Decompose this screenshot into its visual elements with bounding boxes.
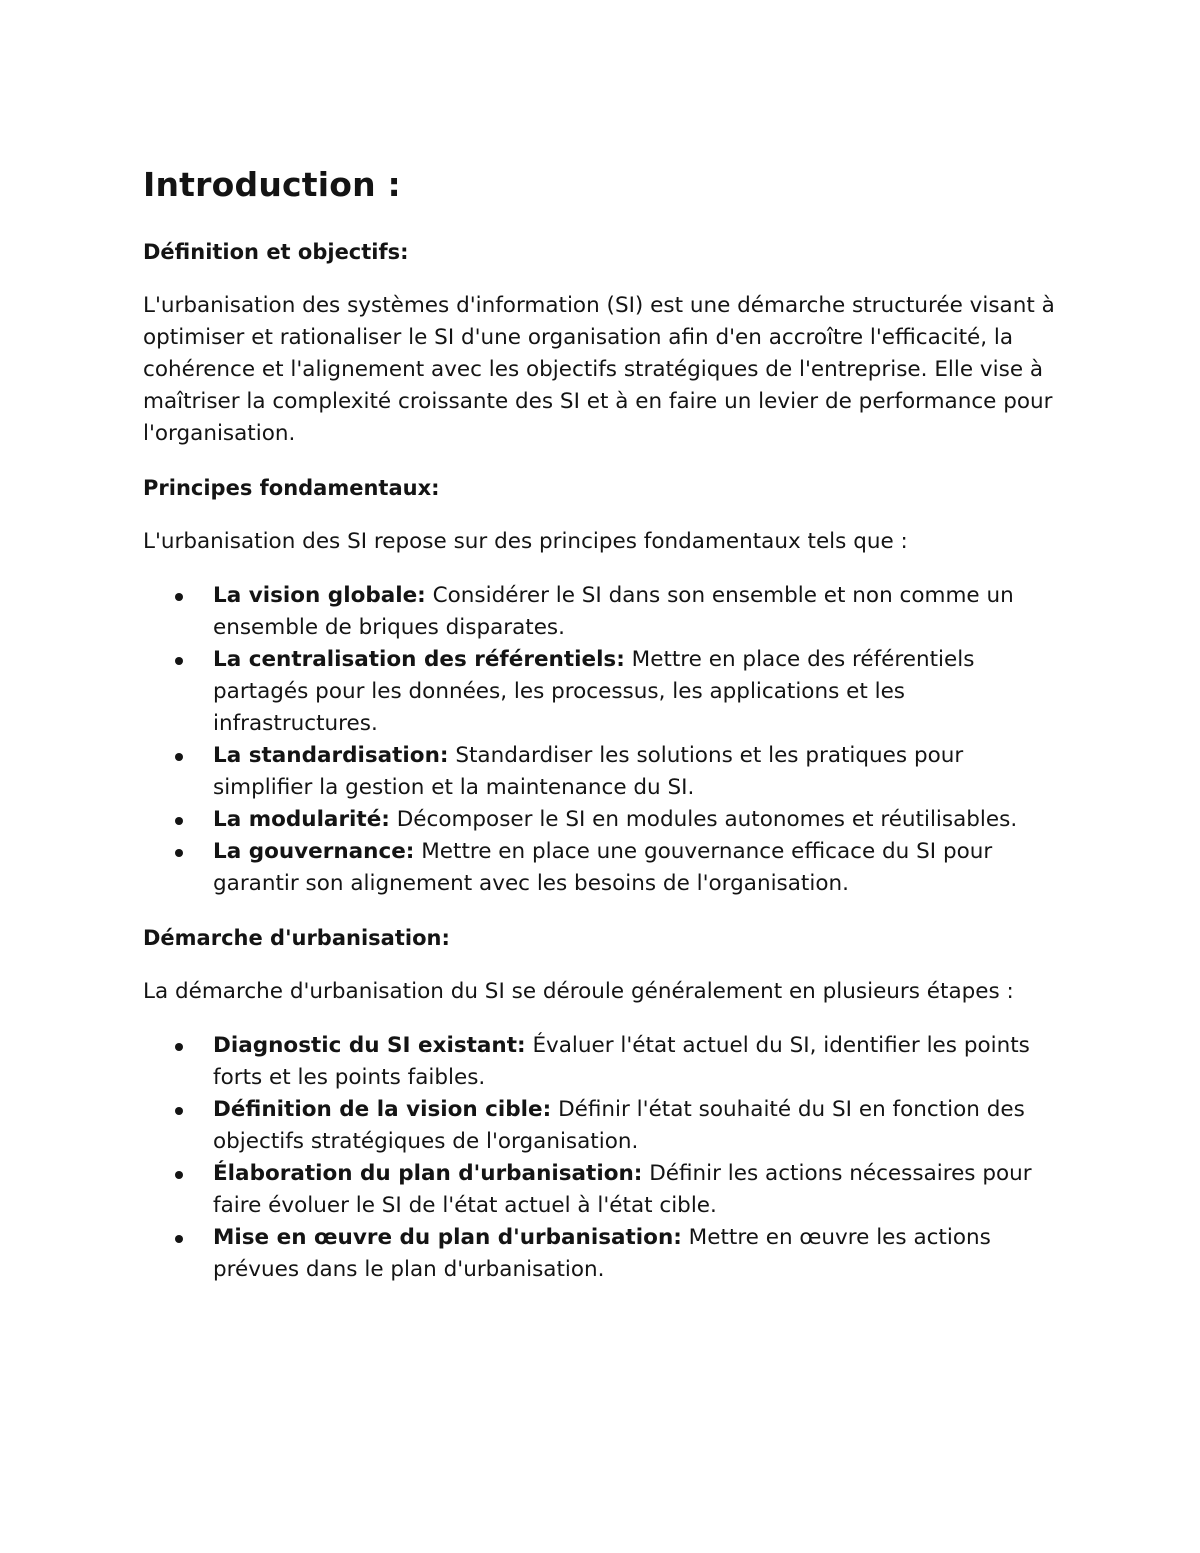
list-item-term: Élaboration du plan d'urbanisation: <box>213 1161 643 1186</box>
list-item-term: La modularité: <box>213 807 390 832</box>
page-title: Introduction : <box>143 165 401 204</box>
demarche-list <box>143 1030 1063 1286</box>
list-item-text: Définir l'état souhaité du SI en fonction des objectifs stratégiques de l'organisation. <box>213 1097 1025 1154</box>
bullet-icon <box>175 1107 183 1115</box>
list-item-term: Diagnostic du SI existant: <box>213 1033 526 1058</box>
list-item-text: Définir les actions nécessaires pour faire évoluer le SI de l'état actuel à l'état cible. <box>213 1161 1032 1218</box>
list-item-text: Mettre en place une gouvernance efficace du SI pour garantir son alignement avec les besoins de l'organisation. <box>213 839 993 896</box>
section-heading-demarche: Démarche d'urbanisation: <box>143 926 450 950</box>
demarche-intro: La démarche d'urbanisation du SI se déroule généralement en plusieurs étapes : <box>143 979 1014 1004</box>
list-item-term: Définition de la vision cible: <box>213 1097 552 1122</box>
bullet-icon <box>175 817 183 825</box>
definition-paragraph: L'urbanisation des systèmes d'information (SI) est une démarche structurée visant à optimiser et rationaliser le SI d'une organisation afin d'en accroître l'efficacité, la cohérence et l'alignement avec les objectifs stratégiques de l'entreprise. Elle vise à maîtriser la complexité croissante des SI et à en faire un levier de performance pour l'organisation. <box>143 293 1055 446</box>
bullet-icon <box>175 1235 183 1243</box>
list-item <box>143 580 1063 644</box>
list-item <box>143 1222 1063 1286</box>
principes-intro: L'urbanisation des SI repose sur des principes fondamentaux tels que : <box>143 529 908 554</box>
list-item <box>143 804 1063 836</box>
list-item-term: La vision globale: <box>213 583 426 608</box>
list-item <box>143 1030 1063 1094</box>
section-heading-definition: Définition et objectifs: <box>143 240 409 264</box>
list-item-text: Mettre en place des référentiels partagés pour les données, les processus, les applications et les infrastructures. <box>213 647 975 736</box>
bullet-icon <box>175 593 183 601</box>
list-item-text: Décomposer le SI en modules autonomes et réutilisables. <box>389 807 1018 832</box>
list-item <box>143 740 1063 804</box>
list-item <box>143 644 1063 740</box>
list-item-text: Standardiser les solutions et les pratiques pour simplifier la gestion et la maintenance du SI. <box>213 743 964 800</box>
bullet-icon <box>175 1171 183 1179</box>
section-heading-principes: Principes fondamentaux: <box>143 476 440 500</box>
list-item-text: Évaluer l'état actuel du SI, identifier les points forts et les points faibles. <box>213 1033 1030 1090</box>
principes-list <box>143 580 1063 900</box>
bullet-icon <box>175 849 183 857</box>
bullet-icon <box>175 657 183 665</box>
bullet-icon <box>175 753 183 761</box>
bullet-icon <box>175 1043 183 1051</box>
list-item-term: La gouvernance: <box>213 839 415 864</box>
list-item-term: Mise en œuvre du plan d'urbanisation: <box>213 1225 682 1250</box>
document-page <box>143 162 1063 1308</box>
list-item-term: La standardisation: <box>213 743 449 768</box>
list-item <box>143 836 1063 900</box>
list-item-text: Mettre en œuvre les actions prévues dans le plan d'urbanisation. <box>213 1225 991 1282</box>
list-item-term: La centralisation des référentiels: <box>213 647 625 672</box>
list-item-text: Considérer le SI dans son ensemble et non comme un ensemble de briques disparates. <box>213 583 1014 640</box>
list-item <box>143 1158 1063 1222</box>
list-item <box>143 1094 1063 1158</box>
